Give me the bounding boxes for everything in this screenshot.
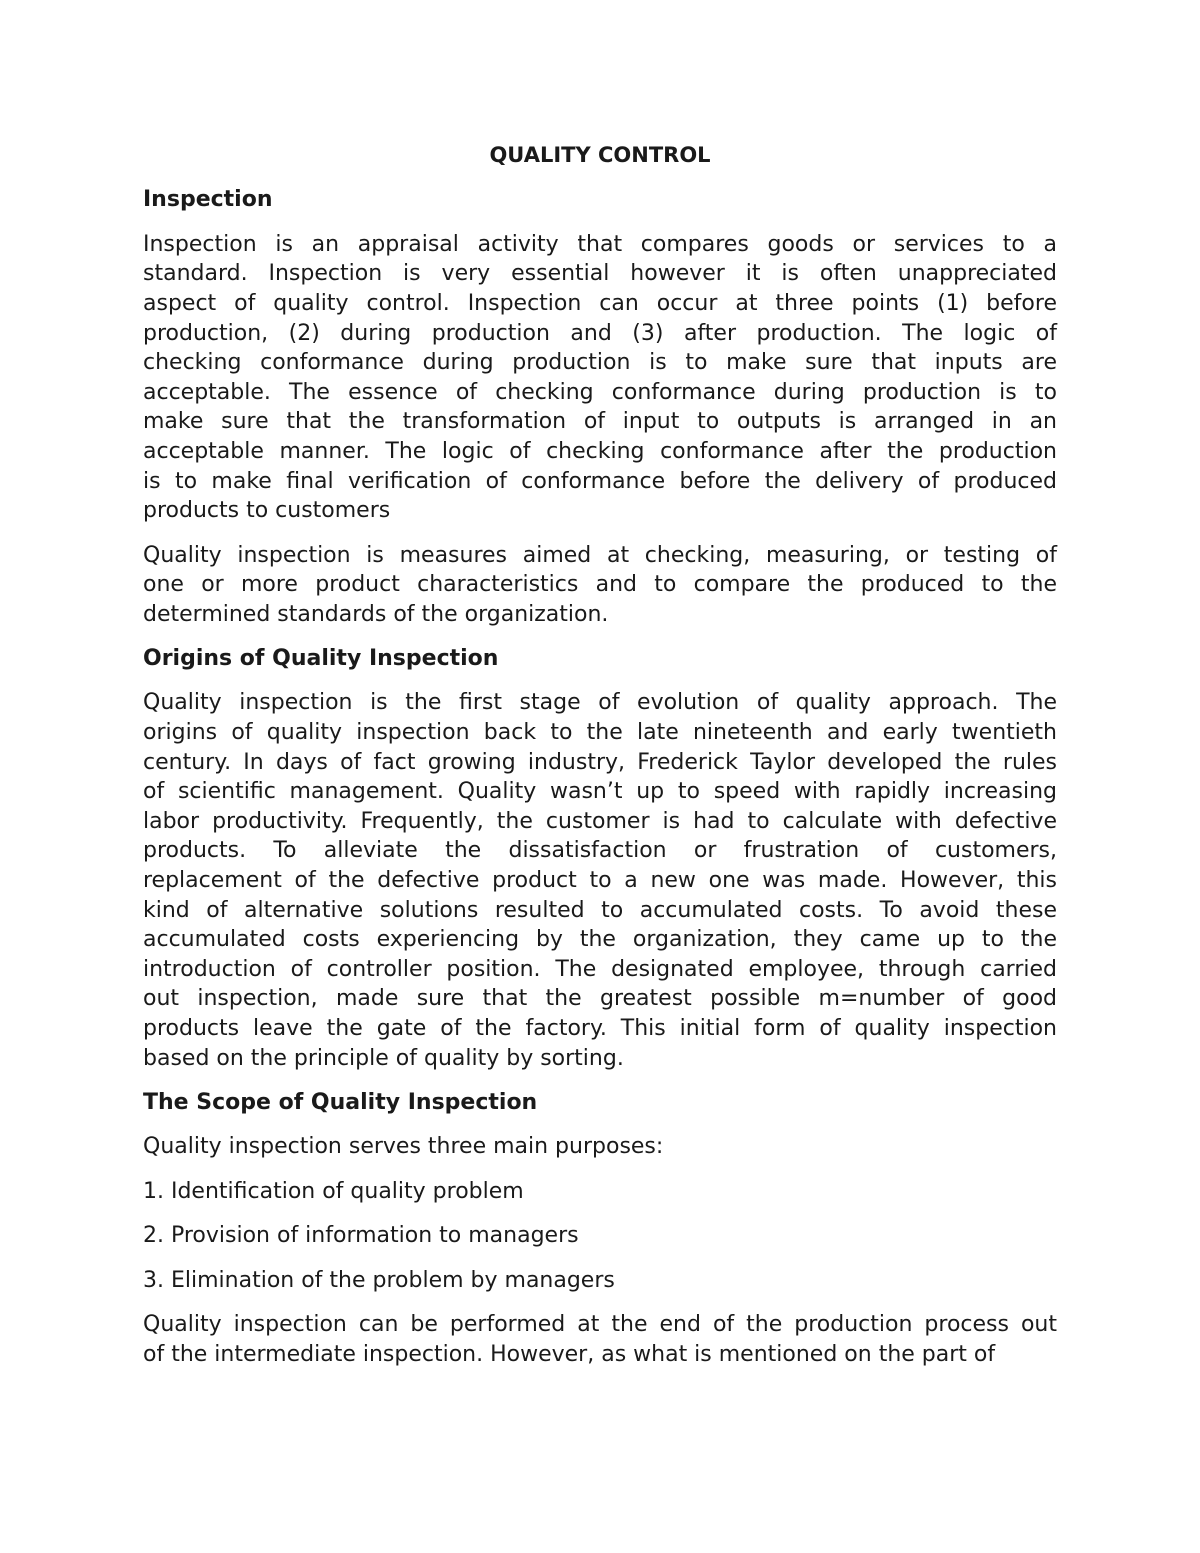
text-line: aspect of quality control. Inspection can occur at three points (1) before bbox=[143, 290, 1057, 316]
text-line: accumulated costs experiencing by the organization, they came up to the bbox=[143, 927, 1057, 953]
section-heading: Origins of Quality Inspection bbox=[143, 646, 499, 672]
document-body bbox=[143, 185, 1057, 1369]
paragraph bbox=[143, 1132, 1057, 1162]
text-line: origins of quality inspection back to the late nineteenth and early twentieth bbox=[143, 720, 1057, 746]
paragraph bbox=[143, 1310, 1057, 1369]
text-line: standard. Inspection is very essential however it is often unappreciated bbox=[143, 261, 1057, 287]
text-line: of scientific management. Quality wasn’t up to speed with rapidly increasing bbox=[143, 779, 1057, 805]
text-line: checking conformance during production is to make sure that inputs are bbox=[143, 350, 1057, 376]
paragraph bbox=[143, 1266, 1057, 1296]
document-title: QUALITY CONTROL bbox=[489, 143, 711, 167]
paragraph bbox=[143, 541, 1057, 630]
document-page bbox=[143, 141, 1057, 1384]
text-line: acceptable manner. The logic of checking conformance after the production bbox=[143, 438, 1057, 464]
paragraph bbox=[143, 1221, 1057, 1251]
text-line: acceptable. The essence of checking conformance during production is to bbox=[143, 379, 1057, 405]
text-line: production, (2) during production and (3) after production. The logic of bbox=[143, 320, 1057, 346]
section-heading: Inspection bbox=[143, 187, 273, 213]
text-line: one or more product characteristics and to compare the produced to the bbox=[143, 572, 1057, 598]
text-line: Quality inspection is the first stage of evolution of quality approach. The bbox=[143, 690, 1057, 716]
text-line: out inspection, made sure that the greatest possible m=number of good bbox=[143, 986, 1057, 1012]
text-line: determined standards of the organization. bbox=[143, 601, 609, 627]
text-line: make sure that the transformation of input to outputs is arranged in an bbox=[143, 409, 1057, 435]
paragraph bbox=[143, 1177, 1057, 1207]
paragraph bbox=[143, 688, 1057, 1073]
text-line: Quality inspection is measures aimed at checking, measuring, or testing of bbox=[143, 542, 1057, 568]
paragraph bbox=[143, 230, 1057, 526]
text-line: century. In days of fact growing industry, Frederick Taylor developed the rules bbox=[143, 749, 1057, 775]
text-line: products leave the gate of the factory. This initial form of quality inspection bbox=[143, 1016, 1057, 1042]
text-line: Inspection is an appraisal activity that compares goods or services to a bbox=[143, 231, 1057, 257]
text-line: products to customers bbox=[143, 498, 391, 524]
text-line: 3. Elimination of the problem by managers bbox=[143, 1267, 615, 1293]
text-line: 2. Provision of information to managers bbox=[143, 1223, 579, 1249]
text-line: labor productivity. Frequently, the customer is had to calculate with defective bbox=[143, 808, 1057, 834]
text-line: Quality inspection can be performed at the end of the production process out bbox=[143, 1311, 1057, 1337]
text-line: Quality inspection serves three main purposes: bbox=[143, 1134, 664, 1160]
text-line: introduction of controller position. The designated employee, through carried bbox=[143, 956, 1057, 982]
text-line: kind of alternative solutions resulted to accumulated costs. To avoid these bbox=[143, 897, 1057, 923]
text-line: products. To alleviate the dissatisfaction or frustration of customers, bbox=[143, 838, 1057, 864]
section-heading: The Scope of Quality Inspection bbox=[143, 1090, 538, 1115]
text-line: of the intermediate inspection. However, as what is mentioned on the part of bbox=[143, 1341, 996, 1367]
text-line: based on the principle of quality by sorting. bbox=[143, 1045, 624, 1071]
text-line: is to make final verification of conformance before the delivery of produced bbox=[143, 468, 1057, 494]
text-line: replacement of the defective product to a new one was made. However, this bbox=[143, 868, 1057, 894]
text-line: 1. Identification of quality problem bbox=[143, 1178, 524, 1204]
